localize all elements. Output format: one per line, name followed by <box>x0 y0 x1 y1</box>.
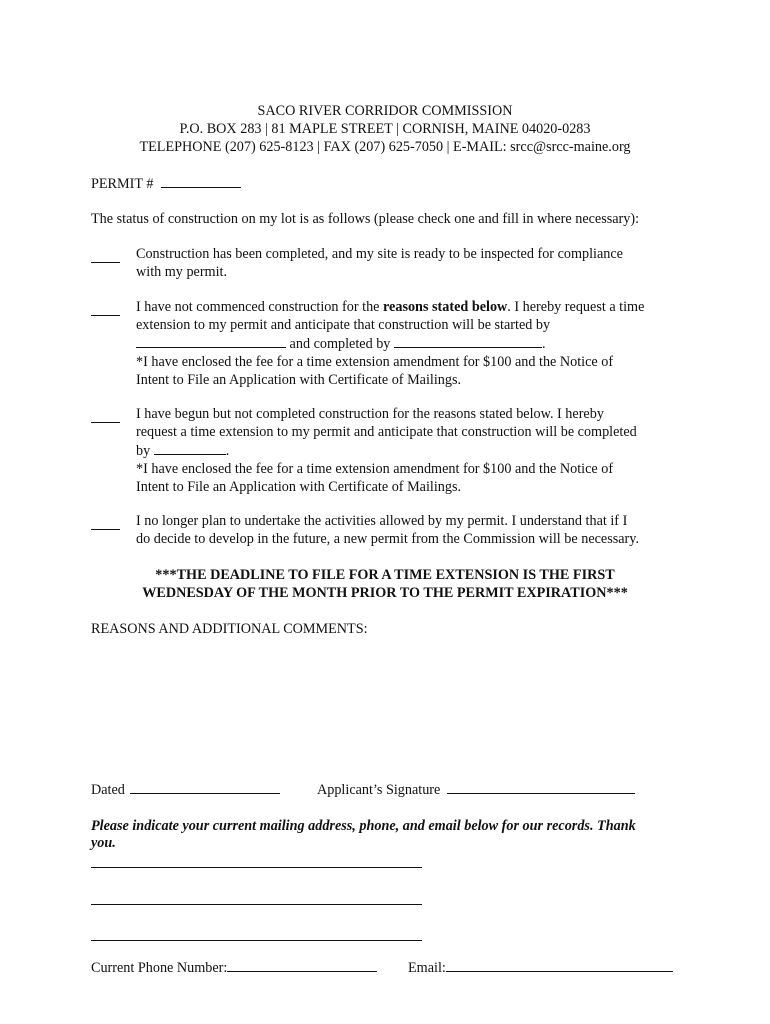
option-no-longer-text: I no longer plan to undertake the activities allowed by my permit. I understand that if I <box>136 513 628 529</box>
mailing-address-line-1[interactable] <box>91 866 422 868</box>
period: . <box>541 336 546 352</box>
org-name: SACO RIVER CORRIDOR COMMISSION <box>257 103 513 119</box>
org-address: P.O. BOX 283 | 81 MAPLE STREET | CORNISH, MAINE 04020-0283 <box>179 121 591 137</box>
text-run: . I hereby request a time <box>507 299 645 315</box>
option-begun-text: I have begun but not completed construction for the reasons stated below. I hereby <box>136 406 604 422</box>
records-note: you. <box>91 835 116 851</box>
reasons-comments-area[interactable] <box>91 645 681 765</box>
option-completed-text: Construction has been completed, and my site is ready to be inspected for compliance <box>136 246 623 262</box>
option-completed <box>136 245 686 281</box>
fee-note: *I have enclosed the fee for a time extension amendment for $100 and the Notice of <box>136 354 614 370</box>
option-no-longer-text: do decide to develop in the future, a new permit from the Commission will be necessary. <box>136 531 639 547</box>
fee-note: Intent to File an Application with Certificate of Mailings. <box>136 479 462 495</box>
fee-note: *I have enclosed the fee for a time extension amendment for $100 and the Notice of <box>136 461 614 477</box>
option-not-commenced-text: extension to my permit and anticipate that construction will be started by <box>136 317 551 333</box>
deadline-notice: ***THE DEADLINE TO FILE FOR A TIME EXTENSION IS THE FIRST <box>155 567 615 583</box>
permit-label: PERMIT # <box>91 176 154 192</box>
option-not-commenced-text <box>136 298 686 316</box>
period: . <box>225 443 230 459</box>
option-not-commenced-checkbox[interactable] <box>91 301 120 316</box>
dated-label: Dated <box>91 782 125 798</box>
text-run: I have not commenced construction for the <box>136 299 384 315</box>
applicant-signature-label: Applicant’s Signature <box>317 782 441 798</box>
dated-row <box>91 780 280 799</box>
option-completed-text: with my permit. <box>136 264 228 280</box>
mailing-address-line-3[interactable] <box>91 939 422 941</box>
start-date-field[interactable] <box>136 334 286 348</box>
email-label: Email: <box>408 960 446 976</box>
mailing-address-line-2[interactable] <box>91 903 422 905</box>
by-label: by <box>136 443 151 459</box>
permit-number-row <box>91 174 241 193</box>
reasons-emphasis: reasons stated below <box>383 299 508 315</box>
option-no-longer-checkbox[interactable] <box>91 515 120 530</box>
org-contact: TELEPHONE (207) 625-8123 | FAX (207) 625-7050 | E-MAIL: srcc@srcc-maine.org <box>139 139 631 155</box>
email-row <box>408 958 673 977</box>
completion-by-field[interactable] <box>154 441 226 455</box>
start-completion-dates-row <box>136 334 686 353</box>
option-completed-checkbox[interactable] <box>91 248 120 263</box>
fee-note: Intent to File an Application with Certificate of Mailings. <box>136 372 462 388</box>
option-not-commenced <box>136 298 686 389</box>
reasons-label: REASONS AND ADDITIONAL COMMENTS: <box>91 621 368 637</box>
phone-row <box>91 958 377 977</box>
option-begun <box>136 405 686 496</box>
completion-by-row <box>136 441 686 460</box>
phone-label: Current Phone Number: <box>91 960 228 976</box>
status-intro: The status of construction on my lot is as follows (please check one and fill in where necessary): <box>91 211 640 227</box>
phone-field[interactable] <box>227 958 377 972</box>
email-field[interactable] <box>446 958 673 972</box>
dated-field[interactable] <box>130 780 280 794</box>
applicant-signature-row <box>317 780 635 799</box>
permit-number-field[interactable] <box>161 174 241 188</box>
records-note: Please indicate your current mailing address, phone, and email below for our records. Thank <box>91 818 636 834</box>
applicant-signature-field[interactable] <box>447 780 635 794</box>
completed-by-label: and completed by <box>289 336 391 352</box>
completion-date-field[interactable] <box>394 334 542 348</box>
option-begun-text: request a time extension to my permit and anticipate that construction will be completed <box>136 424 637 440</box>
option-begun-checkbox[interactable] <box>91 408 120 423</box>
deadline-notice: WEDNESDAY OF THE MONTH PRIOR TO THE PERMIT EXPIRATION*** <box>142 585 628 601</box>
option-no-longer <box>136 512 686 548</box>
